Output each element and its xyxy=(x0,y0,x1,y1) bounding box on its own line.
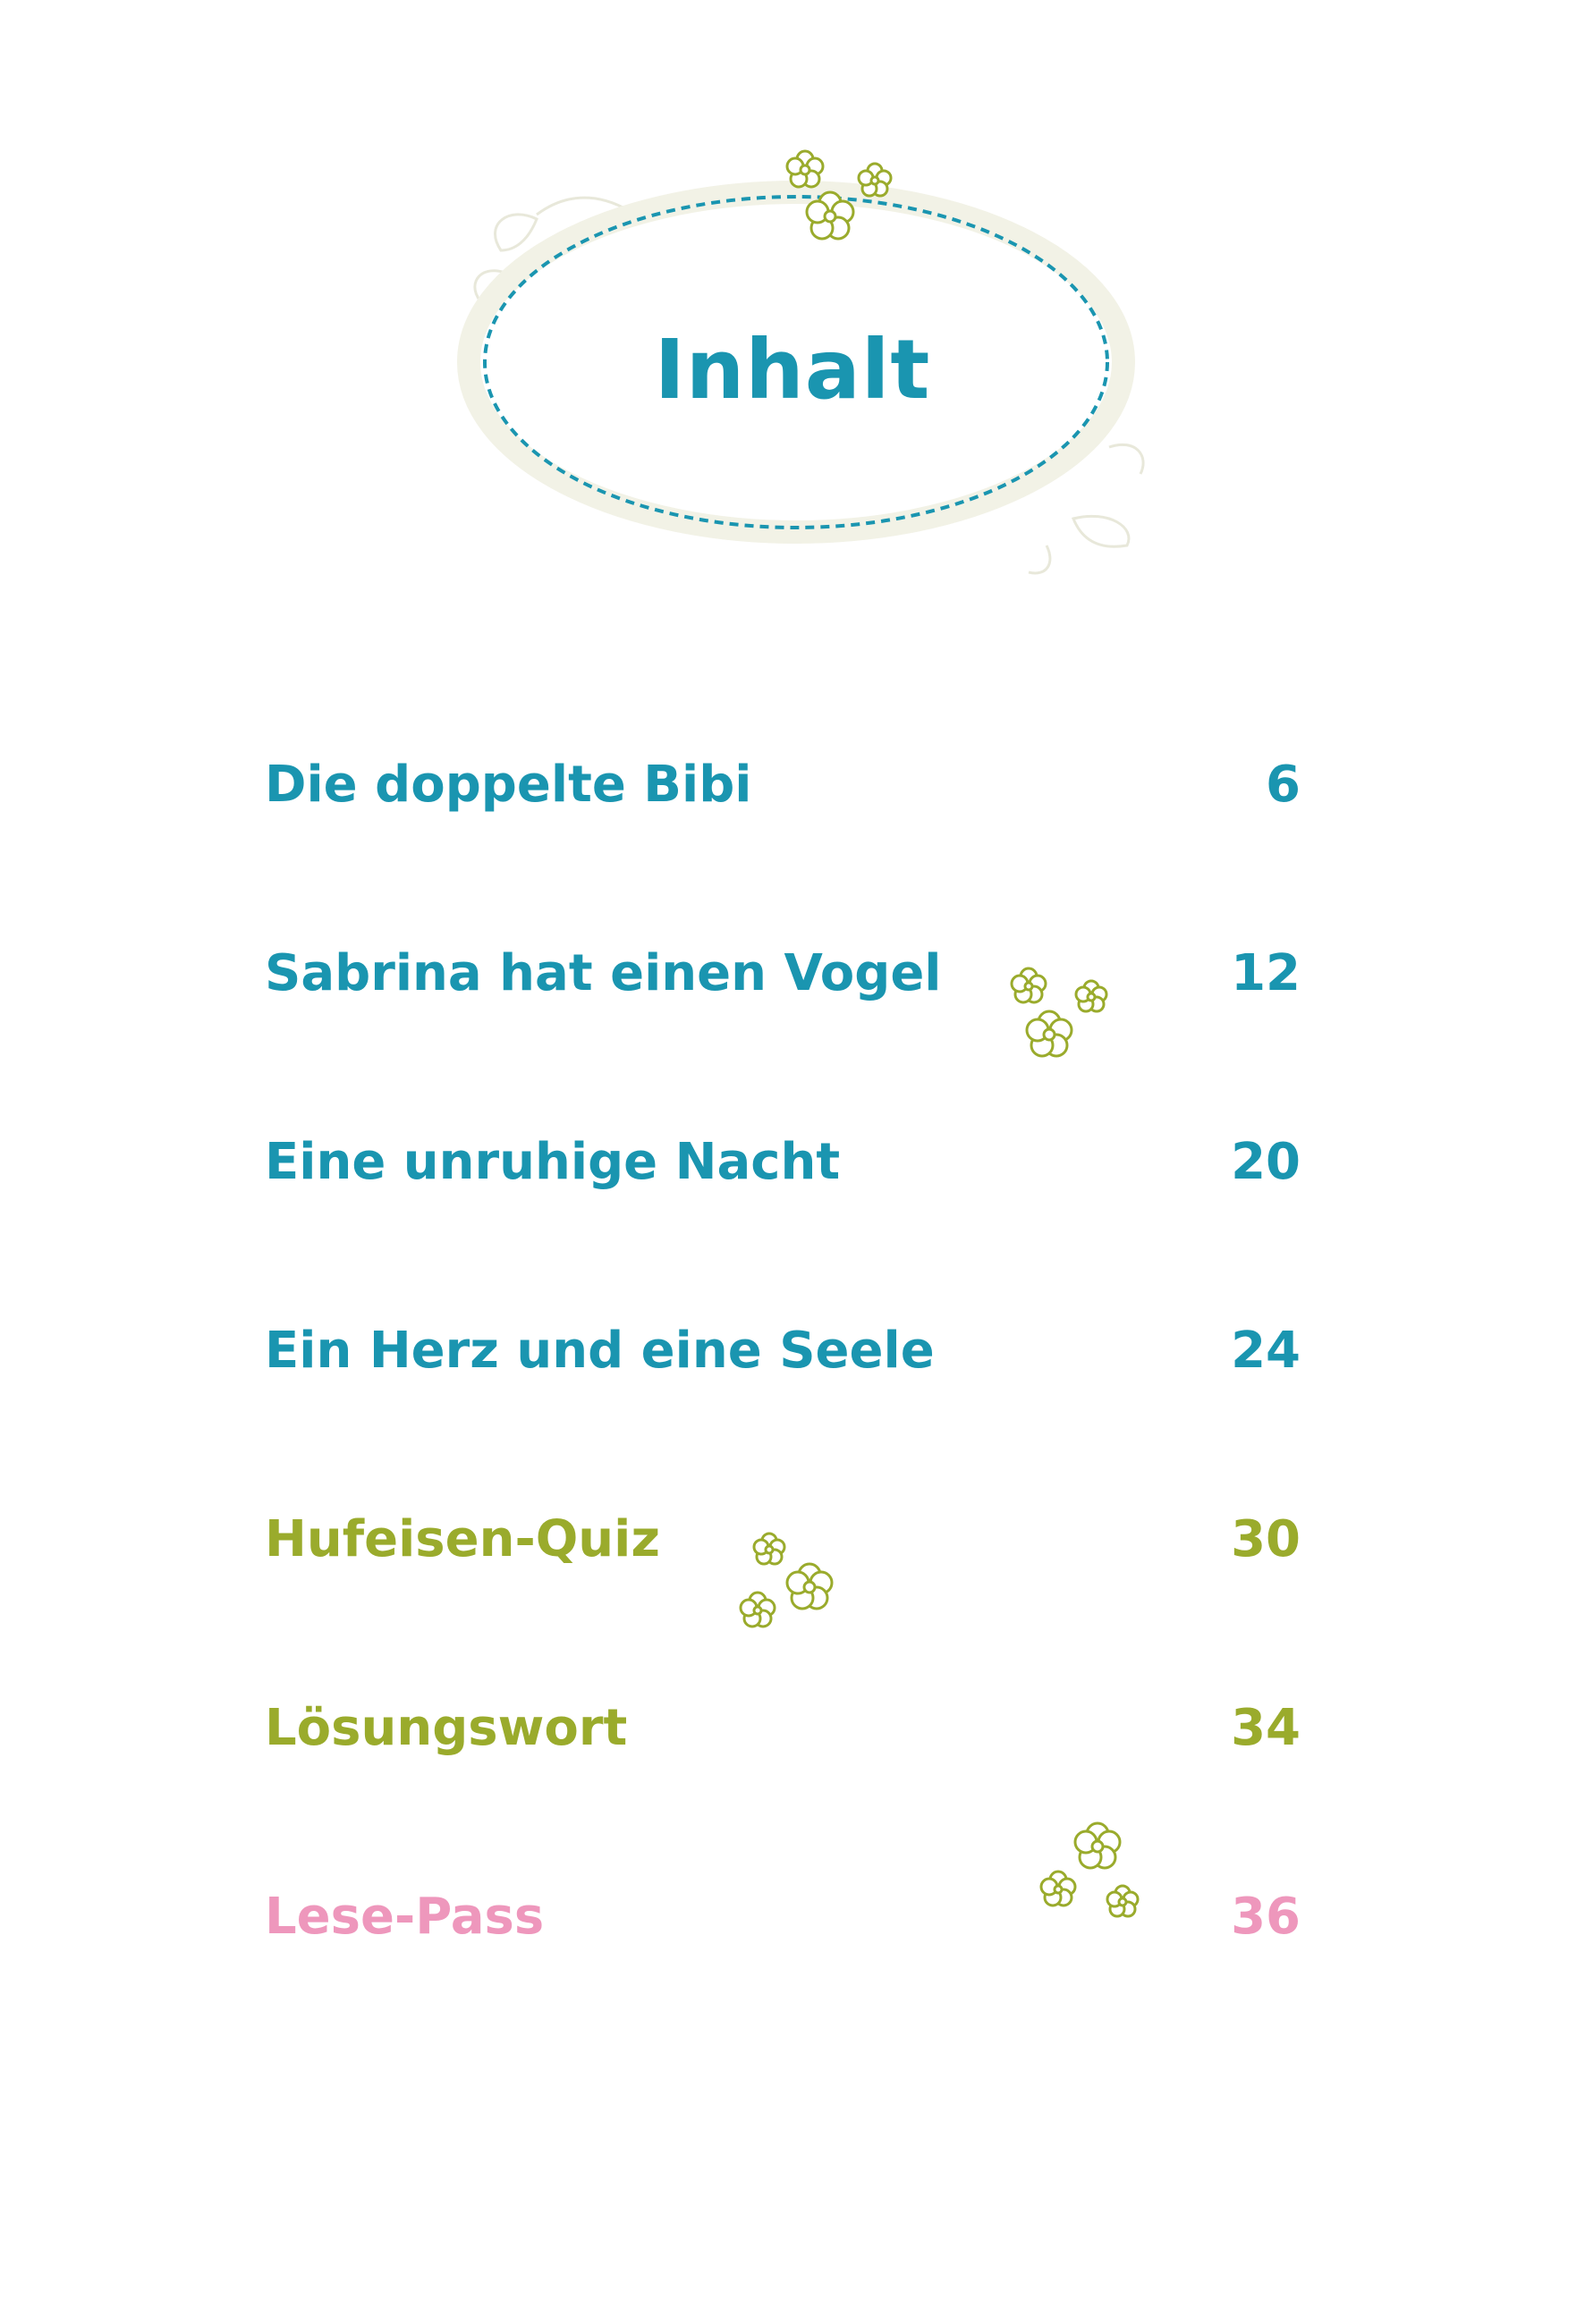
toc-entry-page: 24 xyxy=(1231,1322,1301,1380)
toc-entry-title: Sabrina hat einen Vogel xyxy=(265,944,942,1002)
flower-cluster-icon xyxy=(729,1525,845,1641)
toc-entry-title: Eine unruhige Nacht xyxy=(265,1133,841,1191)
page-title: Inhalt xyxy=(654,322,931,418)
toc-entry[interactable] xyxy=(265,1322,1301,1515)
toc-entry[interactable] xyxy=(265,756,1301,949)
toc-entry[interactable] xyxy=(265,944,1301,1137)
toc-entry-title: Hufeisen-Quiz xyxy=(265,1510,660,1568)
toc-entry-title: Ein Herz und eine Seele xyxy=(265,1322,935,1380)
flower-cluster-icon xyxy=(1006,961,1123,1069)
toc-entry-page: 30 xyxy=(1231,1510,1301,1568)
flower-cluster-icon xyxy=(1033,1820,1149,1927)
toc-entry-page: 20 xyxy=(1231,1133,1301,1191)
toc-entry-page: 6 xyxy=(1266,756,1301,814)
toc-entry-page: 12 xyxy=(1231,944,1301,1002)
toc-entry-page: 34 xyxy=(1231,1699,1301,1757)
toc-entry-title: Lösungswort xyxy=(265,1699,628,1757)
toc-entry-title: Lese-Pass xyxy=(265,1888,545,1946)
flower-cluster-icon xyxy=(778,143,903,250)
toc-entry-title: Die doppelte Bibi xyxy=(265,756,752,814)
toc-entry-page: 36 xyxy=(1231,1888,1301,1946)
toc-entry[interactable] xyxy=(265,1133,1301,1326)
